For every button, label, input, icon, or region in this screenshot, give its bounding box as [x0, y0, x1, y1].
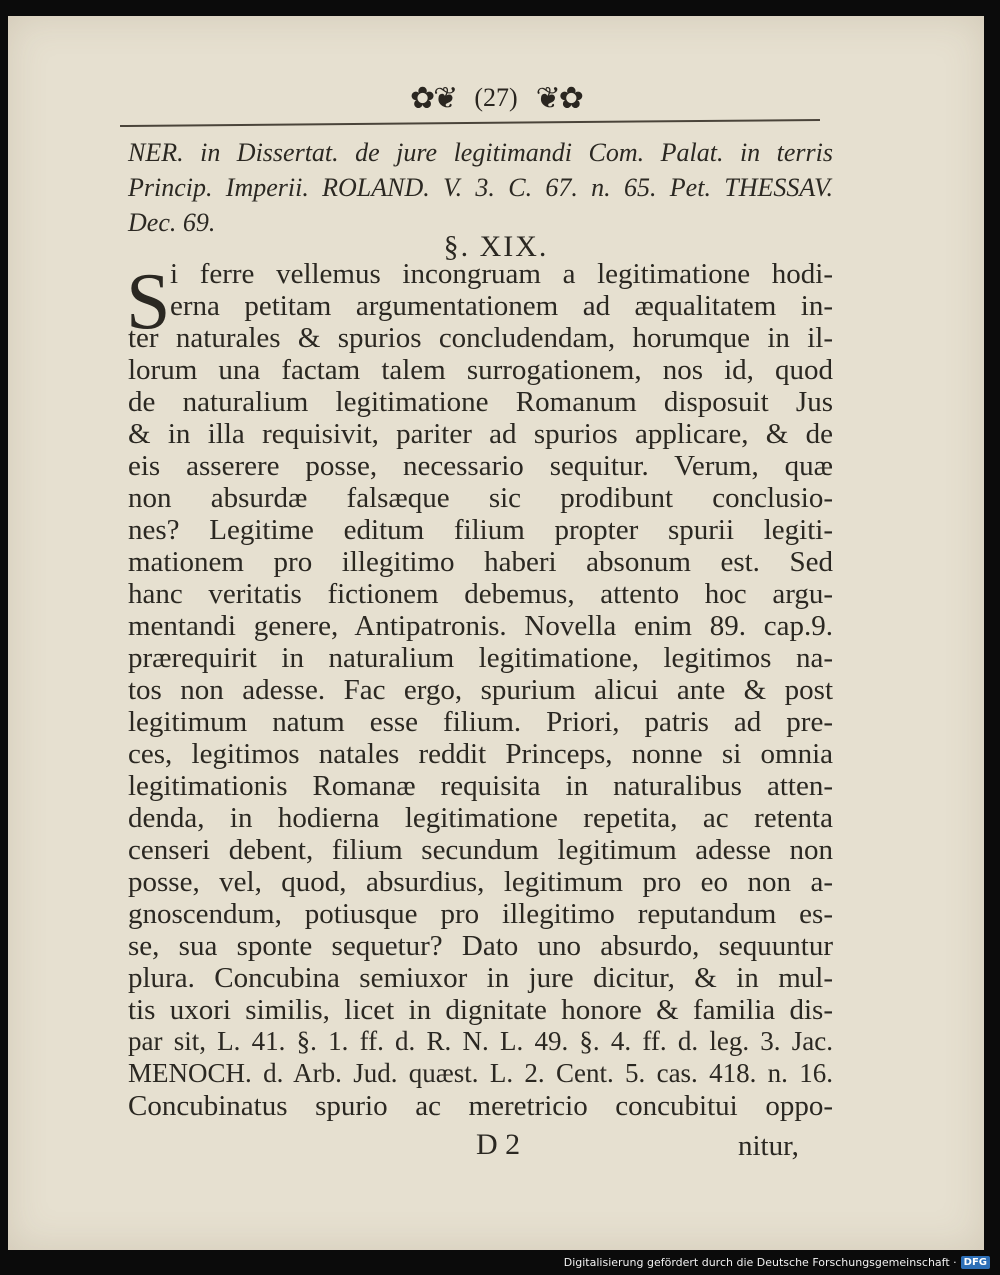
body-line: posse, vel, quod, absurdius, legitimum pro eo non a- — [128, 866, 833, 898]
body-line: MENOCH. d. Arb. Jud. quæst. L. 2. Cent. 5. cas. 418. n. 16. — [128, 1058, 833, 1088]
digitization-credit — [564, 1256, 990, 1269]
body-line: legitimum natum esse filium. Priori, patris ad pre- — [128, 706, 833, 738]
ornament-right-icon: ❦✿ — [535, 81, 582, 115]
body-line: erna petitam argumentationem ad æqualitatem in- — [170, 290, 833, 322]
footnote-line: NER. in Dissertat. de jure legitimandi Com. Palat. in terris — [128, 138, 833, 167]
body-line: gnoscendum, potiusque pro illegitimo reputandum es- — [128, 898, 833, 930]
dfg-logo-icon[interactable]: DFG — [961, 1256, 990, 1269]
body-line: legitimationis Romanæ requisita in naturalibus atten- — [128, 770, 833, 802]
body-line: lorum una factam talem surrogationem, nos id, quod — [128, 354, 833, 386]
body-line: hanc veritatis fictionem debemus, attento hoc argu- — [128, 578, 833, 610]
body-line: ces, legitimos natales reddit Princeps, nonne si omnia — [128, 738, 833, 770]
body-line: nes? Legitime editum filium propter spurii legiti- — [128, 514, 833, 546]
book-page — [8, 16, 984, 1250]
credit-text: Digitalisierung gefördert durch die Deutsche Forschungsgemeinschaft · — [563, 1256, 957, 1269]
body-line: prærequirit in naturalium legitimatione, legitimos na- — [128, 642, 833, 674]
body-line: mentandi genere, Antipatronis. Novella enim 89. cap.9. — [128, 610, 833, 642]
drop-cap: S — [126, 258, 171, 346]
body-line: plura. Concubina semiuxor in jure dicitur, & in mul- — [128, 962, 833, 994]
catchword: nitur, — [738, 1130, 799, 1162]
body-line: mationem pro illegitimo haberi absonum est. Sed — [128, 546, 833, 578]
body-line: ter naturales & spurios concludendam, horumque in il- — [128, 322, 833, 354]
body-line: & in illa requisivit, pariter ad spurios applicare, & de — [128, 418, 833, 450]
body-line: par sit, L. 41. §. 1. ff. d. R. N. L. 49. §. 4. ff. d. leg. 3. Jac. — [128, 1026, 833, 1056]
body-line: denda, in hodierna legitimatione repetita, ac retenta — [128, 802, 833, 834]
page-header — [8, 78, 984, 118]
body-line: eis asserere posse, necessario sequitur. Verum, quæ — [128, 450, 833, 482]
body-line: Concubinatus spurio ac meretricio concubitui oppo- — [128, 1090, 833, 1122]
body-line: se, sua sponte sequetur? Dato uno absurdo, sequuntur — [128, 930, 833, 962]
footnote-line: Princip. Imperii. ROLAND. V. 3. C. 67. n. 65. Pet. THESSAV. — [128, 173, 833, 202]
section-heading: §. XIX. — [443, 230, 549, 263]
body-line: non absurdæ falsæque sic prodibunt conclusio- — [128, 482, 833, 514]
ornament-left-icon: ✿❦ — [410, 81, 457, 115]
page-number: (27) — [474, 83, 518, 112]
body-line: de naturalium legitimatione Romanum disposuit Jus — [128, 386, 833, 418]
footnote-line: Dec. 69. — [128, 208, 216, 237]
body-line: i ferre vellemus incongruam a legitimatione hodi- — [170, 258, 833, 290]
body-line: tos non adesse. Fac ergo, spurium alicui ante & post — [128, 674, 833, 706]
body-line: censeri debent, filium secundum legitimum adesse non — [128, 834, 833, 866]
header-rule — [120, 119, 820, 127]
signature-mark: D 2 — [476, 1128, 521, 1161]
body-line: tis uxori similis, licet in dignitate honore & familia dis- — [128, 994, 833, 1026]
